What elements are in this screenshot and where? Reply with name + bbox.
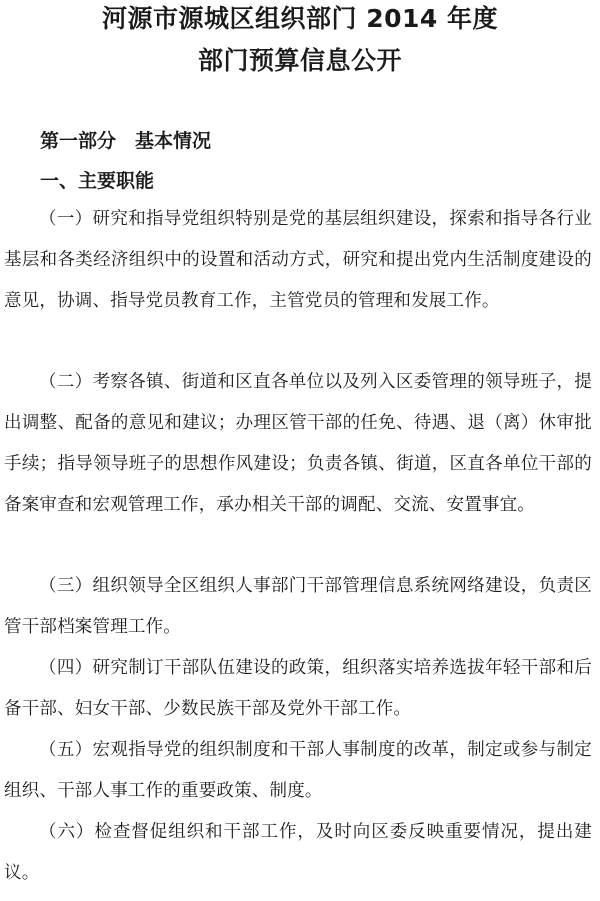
duty-paragraph-4: （四）研究制订干部队伍建设的政策，组织落实培养选拔年轻干部和后备干部、妇女干部、少数民族干部及党外干部工作。 — [4, 658, 592, 719]
duty-paragraph-2: （二）考察各镇、街道和区直各单位以及列入区委管理的领导班子，提出调整、配备的意见和建议；办理区管干部的任免、待遇、退（离）休审批手续；指导领导班子的思想作风建设；负责各镇、街道，区直各单位干部的备案审查和宏观管理工作，承办相关干部的调配、交流、安置事宜。 — [4, 372, 592, 515]
duty-paragraph-5: （五）宏观指导党的组织制度和干部人事制度的改革，制定或参与制定组织、干部人事工作的重要政策、制度。 — [4, 740, 592, 801]
document-title-line-2: 部门预算信息公开 — [197, 46, 402, 75]
document-title-line-1: 河源市源城区组织部门 2014 年度 — [102, 4, 498, 33]
duty-paragraph-3: （三）组织领导全区组织人事部门干部管理信息系统网络建设，负责区管干部档案管理工作。 — [4, 576, 592, 637]
part-heading: 第一部分 基本情况 — [40, 130, 212, 152]
section-heading: 一、主要职能 — [40, 170, 155, 192]
duty-paragraph-1: （一）研究和指导党组织特别是党的基层组织建设，探索和指导各行业基层和各类经济组织中的设置和活动方式，研究和提出党内生活制度建设的意见，协调、指导党员教育工作，主管党员的管理和发展工作。 — [4, 209, 592, 311]
duty-paragraph-6: （六）检查督促组织和干部工作，及时向区委反映重要情况，提出建议。 — [4, 822, 592, 883]
